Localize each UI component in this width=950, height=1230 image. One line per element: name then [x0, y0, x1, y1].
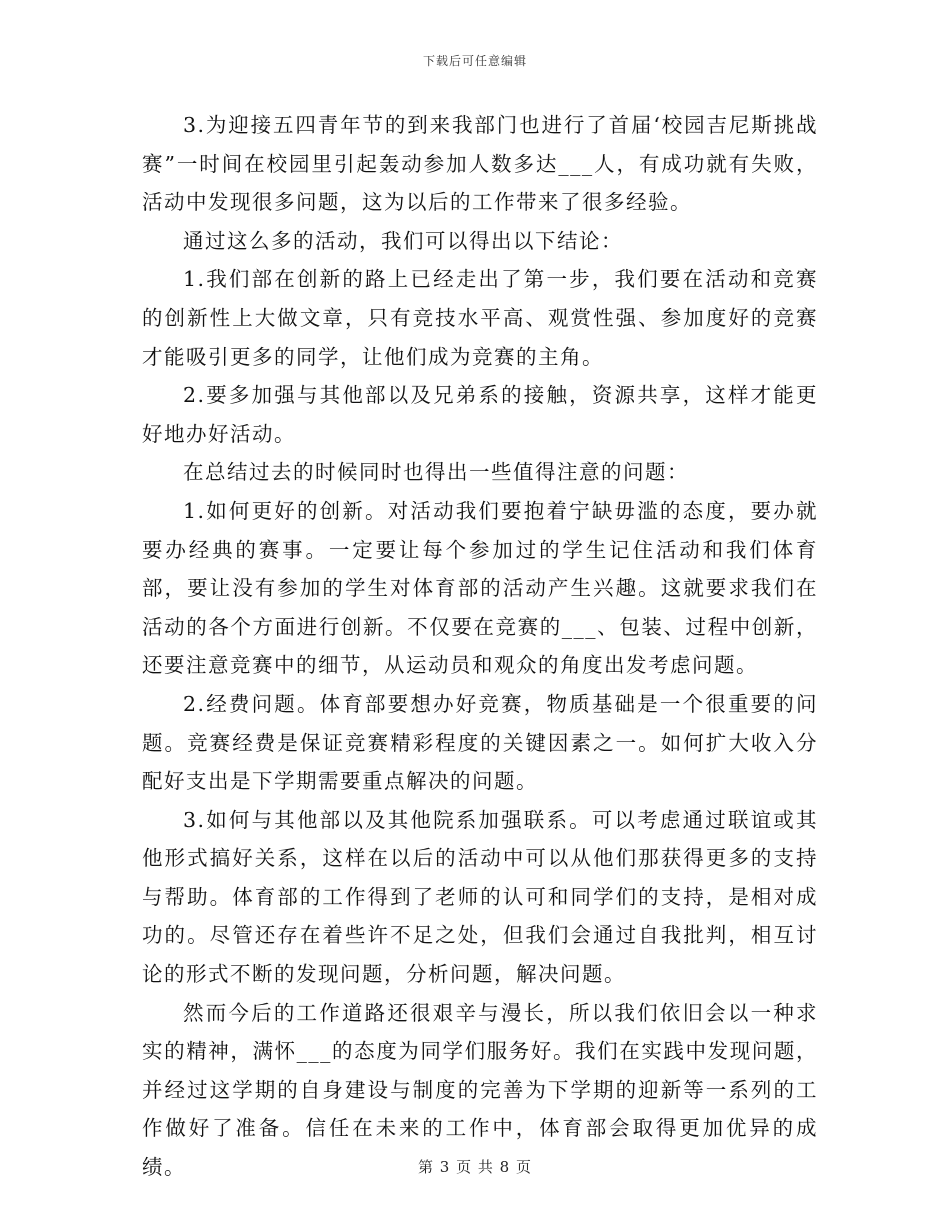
paragraph-item-3-event: 3.为迎接五四青年节的到来我部门也进行了首届‘校园吉尼斯挑战赛”一时间在校园里引起轰动参加人数多达___人，有成功就有失败，活动中发现很多问题，这为以后的工作带来了很多经验。	[142, 113, 818, 215]
paragraph-closing: 然而今后的工作道路还很艰辛与漫长，所以我们依旧会以一种求实的精神，满怀___的态度为同学们服务好。我们在实践中发现问题，并经过这学期的自身建设与制度的完善为下学期的迎新等一系列的工作做好了准备。信任在未来的工作中，体育部会取得更加优异的成绩。	[142, 1000, 818, 1180]
page-header-note: 下载后可任意编辑	[422, 54, 527, 68]
paragraph-conclusion-2: 2.要多加强与其他部以及兄弟系的接触，资源共享，这样才能更好地办好活动。	[142, 383, 818, 446]
paragraph-issue-3: 3.如何与其他部以及其他院系加强联系。可以考虑通过联谊或其他形式搞好关系，这样在以后的活动中可以从他们那获得更多的支持与帮助。体育部的工作得到了老师的认可和同学们的支持，是相对成功的。尽管还存在着些许不足之处，但我们会通过自我批判，相互讨论的形式不断的发现问题，分析问题，解决问题。	[142, 807, 818, 987]
paragraph-conclusion-intro: 通过这么多的活动，我们可以得出以下结论：	[183, 228, 623, 253]
paragraph-issue-2: 2.经费问题。体育部要想办好竞赛，物质基础是一个很重要的问题。竞赛经费是保证竞赛精彩程度的关键因素之一。如何扩大收入分配好支出是下学期需要重点解决的问题。	[142, 691, 818, 794]
paragraph-conclusion-1: 1.我们部在创新的路上已经走出了第一步，我们要在活动和竞赛的创新性上大做文章，只有竞技水平高、观赏性强、参加度好的竞赛才能吸引更多的同学，让他们成为竞赛的主角。	[142, 267, 818, 369]
document-body	[142, 106, 818, 1187]
paragraph-issues-intro: 在总结过去的时候同时也得出一些值得注意的问题：	[183, 460, 689, 485]
page-number: 第 3 页 共 8 页	[418, 1158, 532, 1176]
paragraph-issue-1: 1.如何更好的创新。对活动我们要抱着宁缺毋滥的态度，要办就要办经典的赛事。一定要让每个参加过的学生记住活动和我们体育部，要让没有参加的学生对体育部的活动产生兴趣。这就要求我们在活动的各个方面进行创新。不仅要在竞赛的___、包装、过程中创新，还要注意竞赛中的细节，从运动员和观众的角度出发考虑问题。	[142, 498, 818, 678]
